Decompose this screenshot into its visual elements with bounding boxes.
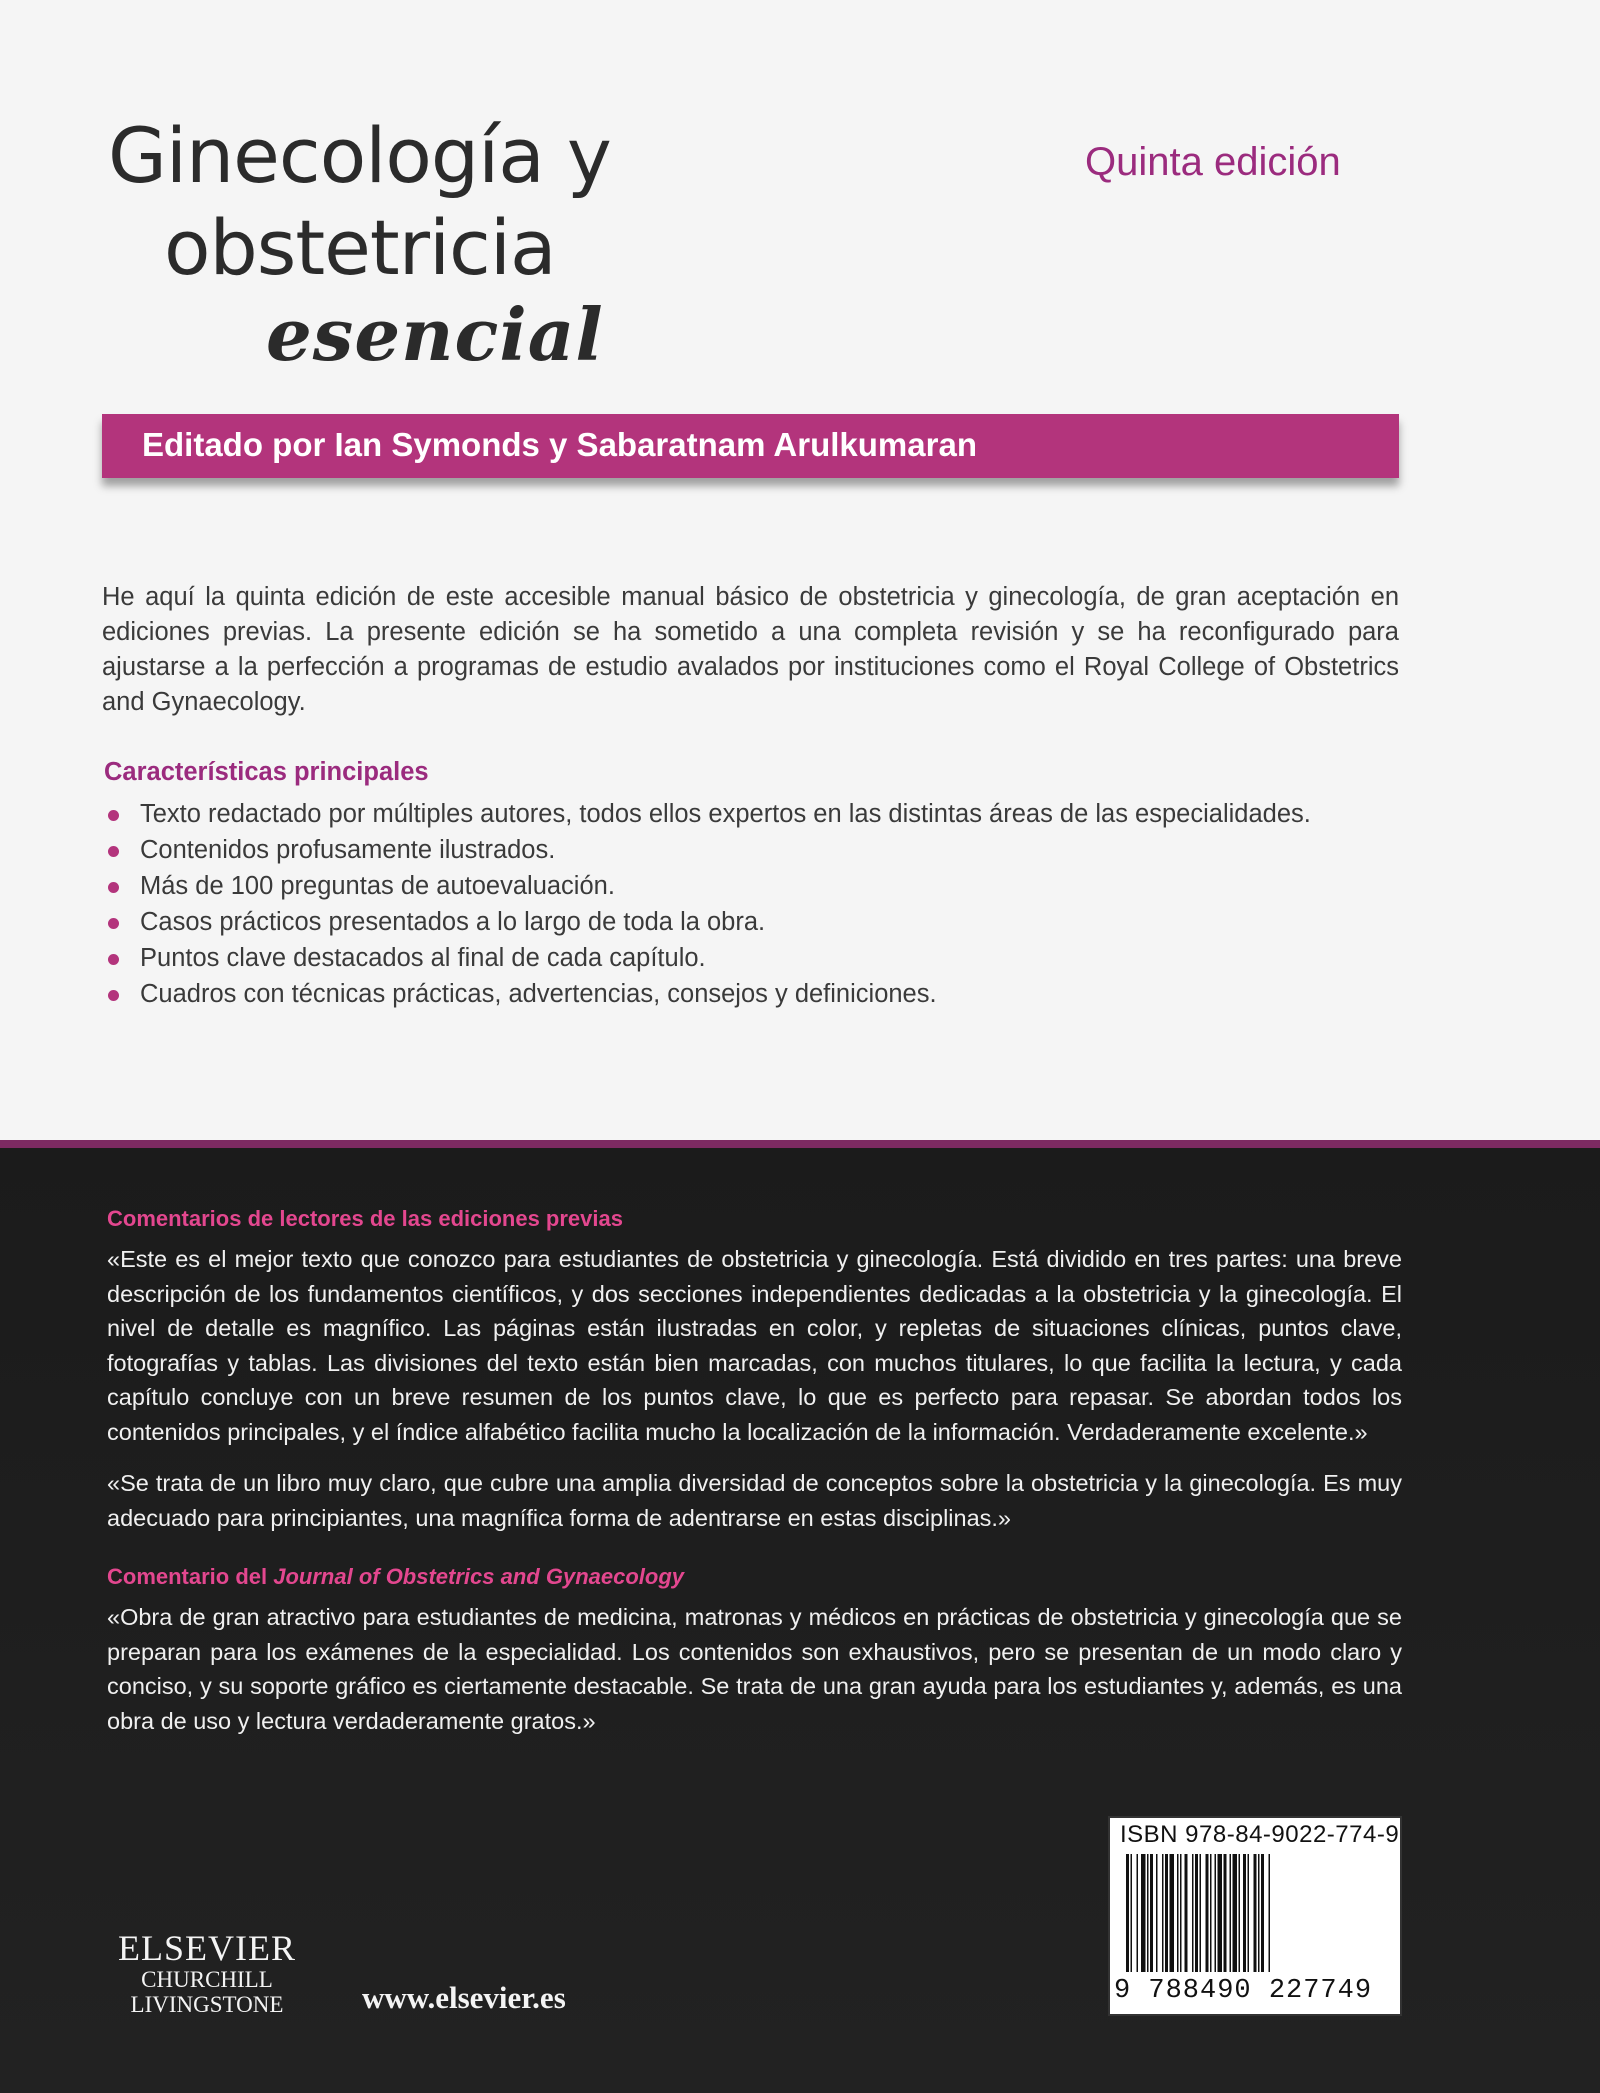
bullet-icon: [108, 882, 119, 893]
barcode-bar: [1177, 1854, 1179, 1972]
list-item: Puntos clave destacados al final de cada capítulo.: [104, 940, 1311, 976]
title-line-1: Ginecología y: [108, 111, 611, 200]
barcode-bar: [1243, 1854, 1246, 1972]
reader-review-2: «Se trata de un libro muy claro, que cubre una amplia diversidad de conceptos sobre la obstetricia y la ginecología. Es muy adecuado para principiantes, una magnífica forma de adentrarse en estas disciplinas.»: [107, 1470, 1402, 1531]
barcode-bar: [1131, 1854, 1133, 1972]
barcode-bar: [1150, 1854, 1153, 1972]
publisher-name: ELSEVIER: [118, 1928, 296, 1968]
publisher-url: www.elsevier.es: [362, 1980, 566, 2015]
barcode-bar: [1170, 1854, 1175, 1972]
title-line-2: obstetricia: [164, 203, 556, 292]
journal-heading: Comentario del Journal of Obstetrics and Gynaecology: [107, 1564, 685, 1589]
barcode-bar: [1218, 1854, 1223, 1972]
barcode-bar: [1215, 1854, 1217, 1972]
imprint-line-1: CHURCHILL: [141, 1967, 273, 1992]
features-heading: Características principales: [104, 758, 429, 786]
imprint-line-2: LIVINGSTONE: [130, 1992, 284, 2017]
title-line-3: esencial: [266, 292, 604, 377]
journal-name: Journal of Obstetrics and Gynaecology: [273, 1564, 685, 1589]
barcode-bar: [1192, 1854, 1194, 1972]
barcode-bar: [1254, 1854, 1257, 1972]
bullet-icon: [108, 990, 119, 1001]
barcode-bar: [1137, 1854, 1139, 1972]
editors-text: Editado por Ian Symonds y Sabaratnam Arulkumaran: [142, 426, 977, 463]
barcode-bar: [1126, 1854, 1129, 1972]
barcode-bar: [1147, 1854, 1149, 1972]
list-item: Texto redactado por múltiples autores, todos ellos expertos en las distintas áreas de las especialidades.: [104, 796, 1311, 832]
list-item: Contenidos profusamente ilustrados.: [104, 832, 1311, 868]
list-item: Cuadros con técnicas prácticas, advertencias, consejos y definiciones.: [104, 976, 1311, 1012]
barcode-bar: [1165, 1854, 1168, 1972]
editors-band: [102, 414, 1399, 478]
barcode-bar: [1210, 1854, 1212, 1972]
barcode-bar: [1230, 1854, 1232, 1972]
bullet-icon: [108, 846, 119, 857]
list-item: Más de 100 preguntas de autoevaluación.: [104, 868, 1311, 904]
bullet-icon: [108, 918, 119, 929]
barcode-bar: [1180, 1854, 1182, 1972]
barcode-bar: [1206, 1854, 1209, 1972]
bullet-icon: [108, 810, 119, 821]
barcode-bar: [1185, 1854, 1188, 1972]
list-item: Casos prácticos presentados a lo largo de toda la obra.: [104, 904, 1311, 940]
isbn-label: ISBN 978-84-9022-774-9: [1120, 1821, 1400, 1848]
barcode-bar: [1269, 1854, 1271, 1972]
barcode-bar: [1156, 1854, 1158, 1972]
book-title: [108, 110, 611, 294]
barcode-bar: [1261, 1854, 1264, 1972]
edition-label: Quinta edición: [1085, 140, 1341, 184]
isbn-barcode-box: [1108, 1816, 1402, 2016]
bullet-icon: [108, 954, 119, 965]
intro-paragraph: He aquí la quinta edición de este accesible manual básico de obstetricia y ginecología, de gran aceptación en ediciones previas. La presente edición se ha sometido a una completa revisión y se ha reconfigurado para ajustarse a la perfección a programas de estudio avalados por instituciones como el Royal College of Obstetrics and Gynaecology.: [102, 583, 1399, 716]
barcode-bar: [1141, 1854, 1146, 1972]
barcode-bar: [1162, 1854, 1164, 1972]
barcode-icon: [1124, 1854, 1390, 1972]
publisher-logo: [118, 1930, 296, 2016]
barcode-bar: [1233, 1854, 1238, 1972]
journal-review: «Obra de gran atractivo para estudiantes de medicina, matronas y médicos en prácticas de obstetricia y ginecología que se preparan para los exámenes de la especialidad. Los contenidos son exhaustivos, pero se presentan de un modo claro y conciso, y su soporte gráfico es ciertamente destacable. Se trata de una gran ayuda para los estudiantes y, además, es una obra de uso y lectura verdaderamente gratos.»: [107, 1604, 1402, 1734]
reader-review-1: «Este es el mejor texto que conozco para estudiantes de obstetricia y ginecología. Está dividido en tres partes: una breve descripción de los fundamentos científicos, y dos secciones independientes dedicadas a la obstetricia y la ginecología. El nivel de detalle es magnífico. Las páginas están ilustradas en color, y repletas de situaciones clínicas, puntos clave, fotografías y tablas. Las divisiones del texto están bien marcadas, con muchos titulares, lo que facilita la lectura, y cada capítulo concluye con un breve resumen de los puntos clave, lo que es perfecto para repasar. Se abordan todos los contenidos principales, y el índice alfabético facilita mucho la localización de la información. Verdaderamente excelente.»: [107, 1246, 1402, 1445]
barcode-bar: [1200, 1854, 1202, 1972]
barcode-bar: [1224, 1854, 1227, 1972]
barcode-bar: [1248, 1854, 1250, 1972]
barcode-bar: [1195, 1854, 1198, 1972]
reviews-heading: Comentarios de lectores de las ediciones previas: [107, 1206, 623, 1231]
barcode-number: 9 788490 227749: [1114, 1976, 1373, 2006]
features-list: [104, 796, 1311, 1012]
barcode-bar: [1239, 1854, 1241, 1972]
barcode-bar: [1258, 1854, 1260, 1972]
